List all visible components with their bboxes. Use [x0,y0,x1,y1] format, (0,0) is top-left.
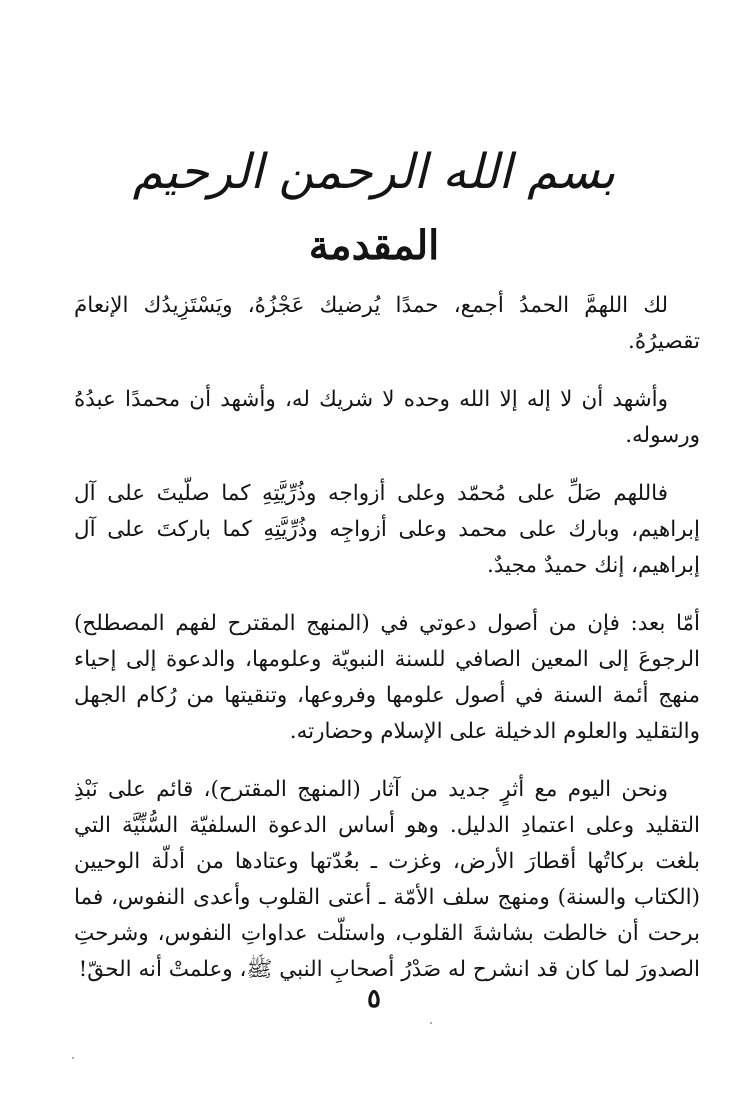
paragraph-2: وأشهد أن لا إله إلا الله وحده لا شريك له، وأشهد أن محمدًا عبدُهُ ورسوله. [74,387,700,448]
paragraph-3: فاللهم صَلِّ على مُحمّد وعلى أزواجه وذُرِّيَّتِهِ كما صلّيتَ على آل إبراهيم، وبارك على محمد وعلى أزواجِه وذُرِّيَّتِهِ كما باركتَ على آل إبراهيم، إنك حميدٌ مجيدٌ. [74,481,700,578]
basmala-calligraphy: بسم الله الرحمن الرحيم [132,144,616,200]
page-number: ٥ [367,984,381,1014]
scan-speck [430,1022,432,1024]
paragraph-4: أمّا بعد: فإن من أصول دعوتي في (المنهج المقترح لفهم المصطلح) الرجوعَ إلى المعين الصافي للسنة النبويّة وعلومها، والدعوة إلى إحياء منهج أئمة السنة في أصول علومها وفروعها، وتنقيتها من رُكام الجهل والتقليد والعلوم الدخيلة على الإسلام وحضارته. [74,611,700,744]
paragraph-1: لك اللهمَّ الحمدُ أجمع، حمدًا يُرضيك عَجْزُهُ، ويَسْتَزِيدُك الإنعامَ تقصيرُهُ. [74,293,700,354]
body-text [74,288,700,1010]
page-title: المقدمة [308,222,440,269]
scan-speck [72,1057,74,1059]
paragraph-5: ونحن اليوم مع أثرٍ جديد من آثار (المنهج المقترح)، قائم على نَبْذِ التقليد وعلى اعتمادِ الدليل. وهو أساس الدعوة السلفيّة السُّنِّيَّة التي بلغت بركاتُها أقطارَ الأرض، وغزت ـ بعُدّتها وعتادها من أدلّة الوحيين (الكتاب والسنة) ومنهج سلف الأمّة ـ أعتى القلوب وأعدى النفوس، فما برحت أن خالطت بشاشةَ القلوب، واستلّت عداواتِ النفوس، وشرحتِ الصدورَ لما كان قد انشرح له صَدْرُ أصحابِ النبي ﷺ، وعلمتْ أنه الحقّ! [74,777,700,982]
